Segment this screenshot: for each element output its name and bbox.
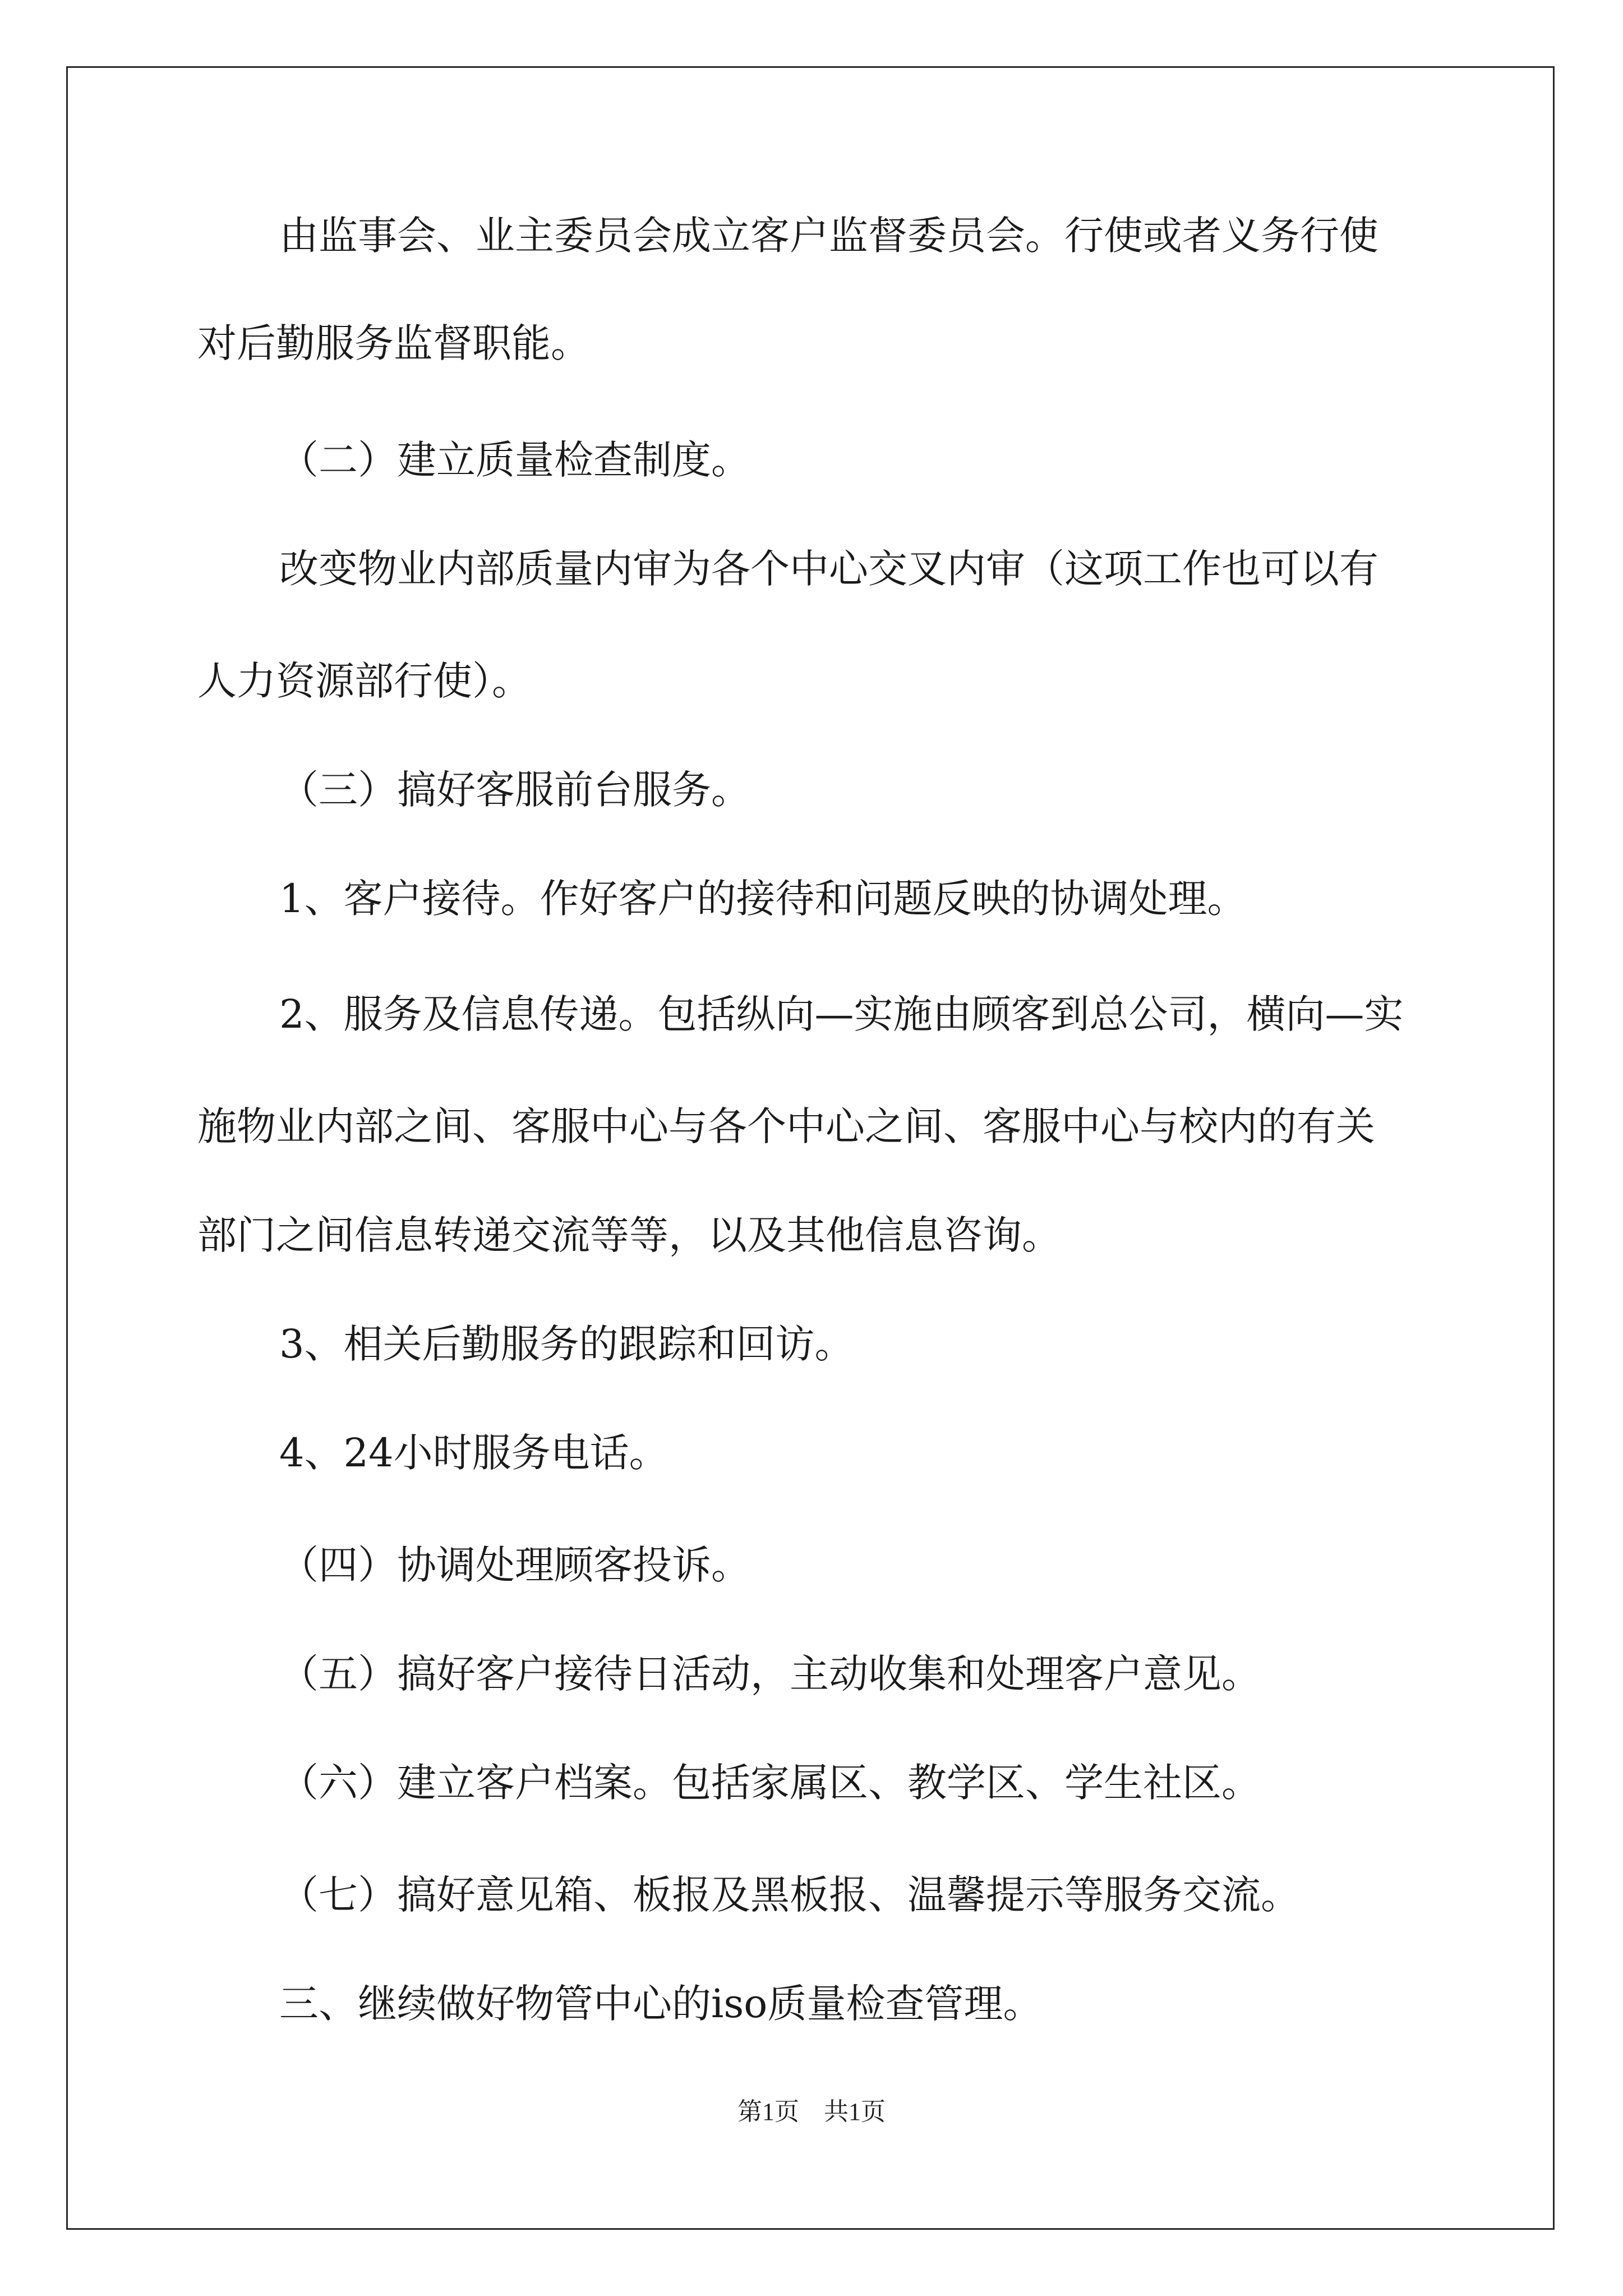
paragraph-4-line-1: （三）搞好客服前台服务。: [279, 767, 750, 813]
paragraph-6-line-1: 2、服务及信息传递。包括纵向—实施由顾客到总公司，横向—实: [279, 991, 1404, 1037]
paragraph-1-line-2: 对后勤服务监督职能。: [197, 320, 590, 366]
paragraph-6-line-2: 施物业内部之间、客服中心与各个中心之间、客服中心与校内的有关: [197, 1103, 1375, 1149]
paragraph-1-line-1: 由监事会、业主委员会成立客户监督委员会。行使或者义务行使: [279, 213, 1378, 259]
paragraph-7-line-1: 3、相关后勤服务的跟踪和回访。: [279, 1321, 854, 1367]
paragraph-9-line-1: （四）协调处理顾客投诉。: [279, 1542, 750, 1588]
paragraph-8-line-1: 4、24小时服务电话。: [279, 1430, 668, 1476]
paragraph-3-line-1: 改变物业内部质量内审为各个中心交叉内审（这项工作也可以有: [279, 546, 1378, 592]
paragraph-2-line-1: （二）建立质量检查制度。: [279, 437, 750, 483]
paragraph-12-line-1: （七）搞好意见箱、板报及黑板报、温馨提示等服务交流。: [279, 1872, 1300, 1918]
paragraph-10-line-1: （五）搞好客户接待日活动，主动收集和处理客户意见。: [279, 1651, 1261, 1697]
paragraph-13-line-1: 三、继续做好物管中心的iso质量检查管理。: [279, 1981, 1043, 2027]
page-number-footer: 第1页 共1页: [737, 2098, 886, 2125]
paragraph-5-line-1: 1、客户接待。作好客户的接待和问题反映的协调处理。: [279, 876, 1247, 922]
paragraph-3-line-2: 人力资源部行使）。: [197, 658, 531, 704]
paragraph-11-line-1: （六）建立客户档案。包括家属区、教学区、学生社区。: [279, 1760, 1261, 1806]
paragraph-6-line-3: 部门之间信息转递交流等等，以及其他信息咨询。: [197, 1212, 1061, 1258]
